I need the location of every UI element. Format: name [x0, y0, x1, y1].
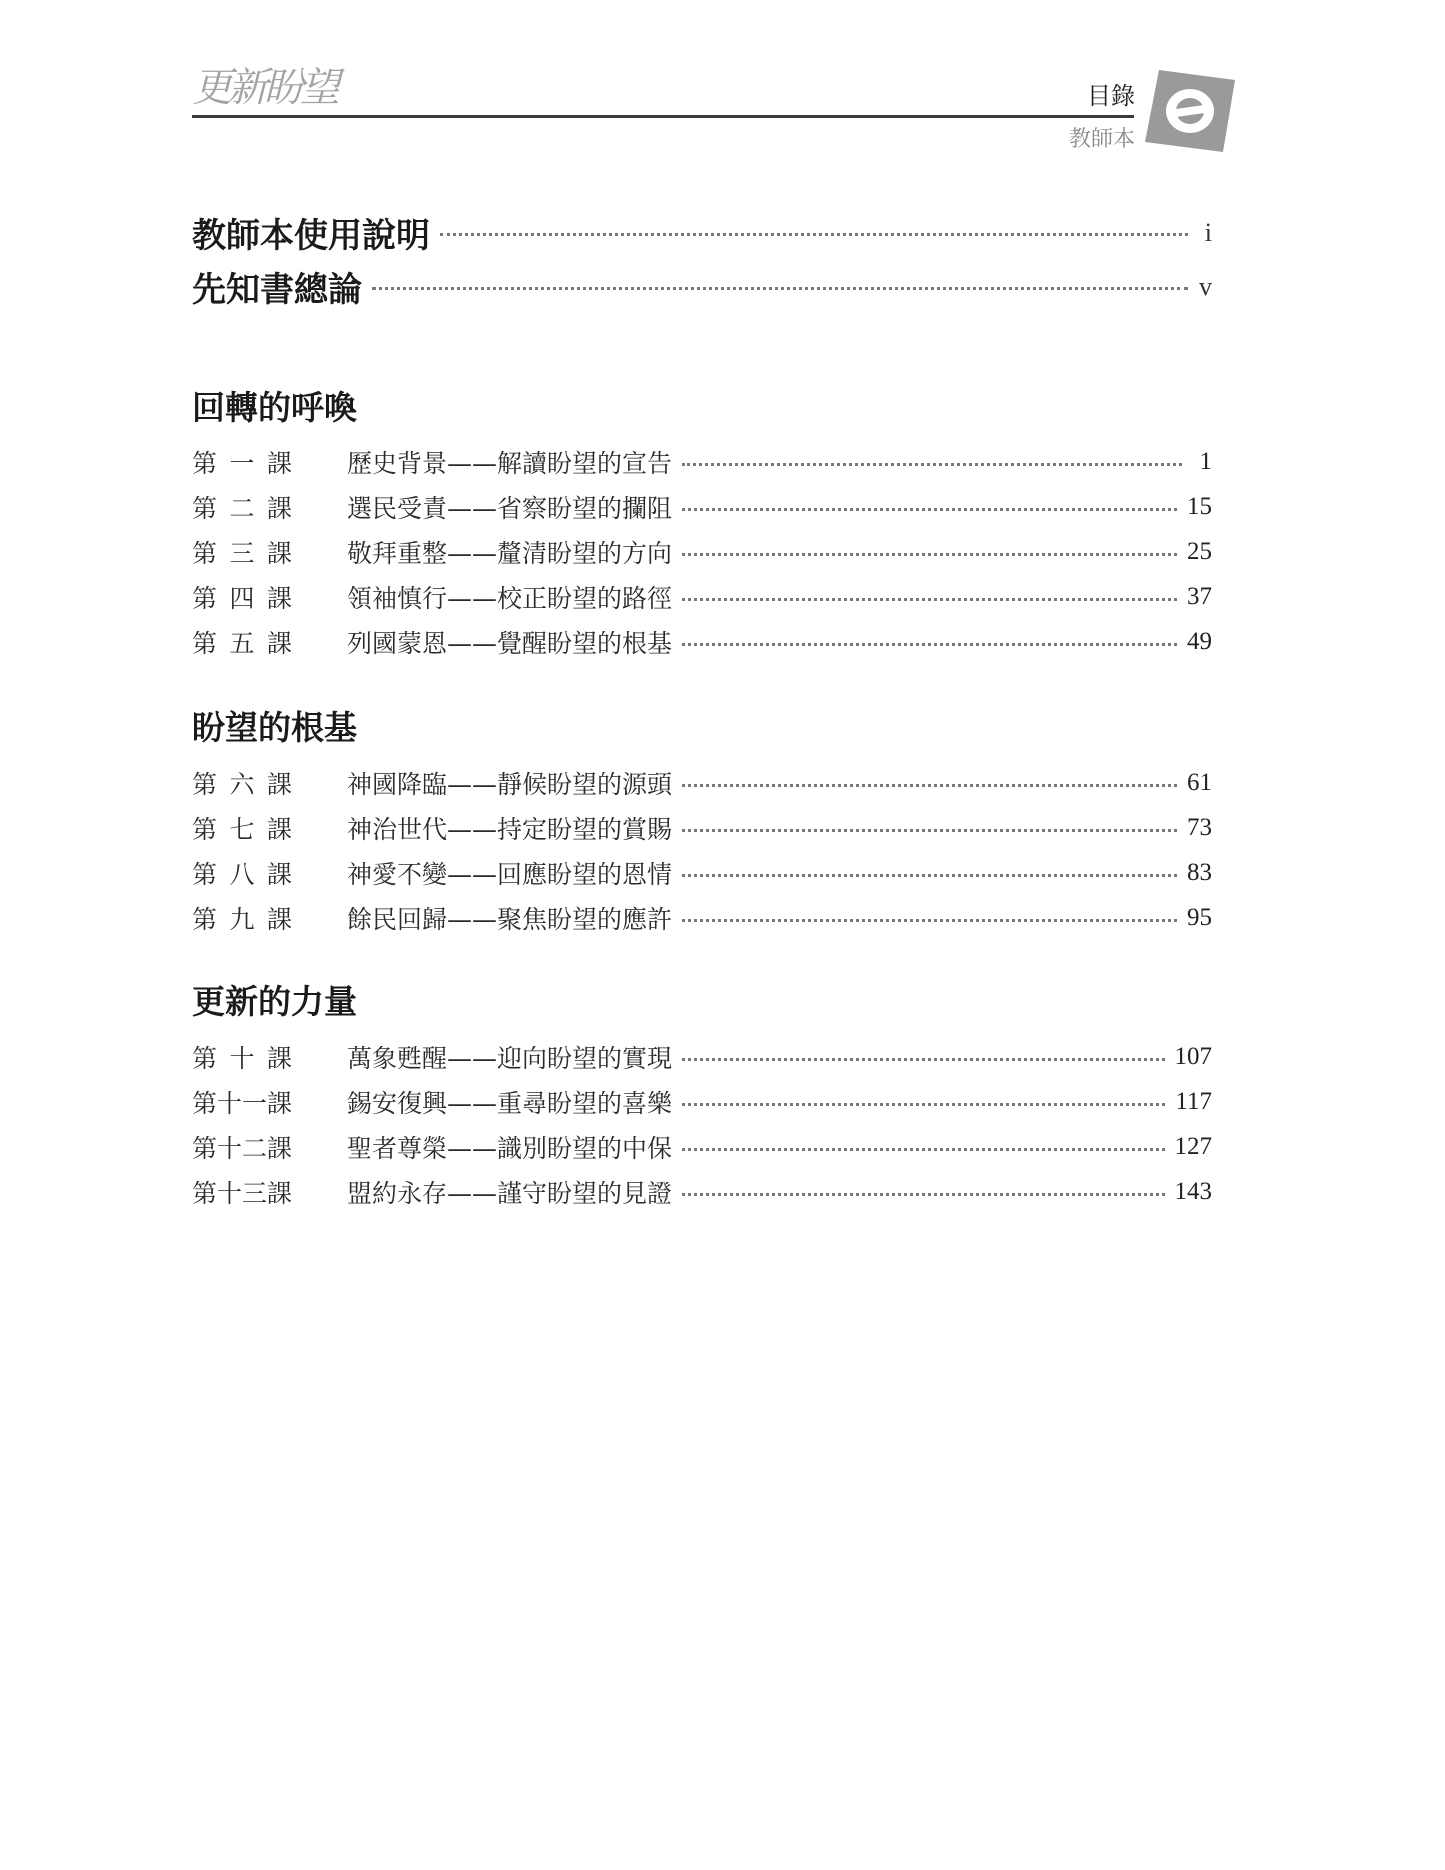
toc-lesson-row[interactable]	[192, 445, 1212, 479]
toc-page-number: 49	[1187, 628, 1212, 655]
part-title: 更新的力量	[192, 982, 357, 1021]
lesson-number: 第八課	[192, 860, 292, 889]
lesson-number: 第四課	[192, 584, 292, 613]
book-logo	[192, 56, 336, 113]
lesson-title: 餘民回歸——聚焦盼望的應許	[347, 905, 673, 934]
dot-leader	[440, 233, 1188, 236]
dot-leader	[682, 598, 1177, 601]
toc-lesson-row[interactable]	[192, 625, 1212, 659]
dot-leader	[372, 287, 1188, 290]
book-edition-label: 教師本	[1068, 127, 1135, 152]
toc-page-number: 25	[1187, 538, 1212, 565]
dot-leader	[682, 1148, 1164, 1151]
lesson-number: 第十一課	[192, 1089, 293, 1118]
lesson-title: 聖者尊榮——識別盼望的中保	[347, 1134, 673, 1163]
dot-leader	[682, 874, 1177, 877]
lesson-number: 第十二課	[192, 1134, 293, 1163]
dot-leader	[682, 1103, 1165, 1106]
lesson-title: 神愛不變——回應盼望的恩情	[347, 860, 673, 889]
toc-page-number: 117	[1175, 1088, 1212, 1115]
toc-front-title: 教師本使用說明	[192, 216, 430, 256]
dot-leader	[682, 508, 1177, 511]
toc-page-number: v	[1199, 271, 1212, 301]
lesson-number: 第十課	[192, 1044, 292, 1073]
lesson-number: 第七課	[192, 815, 292, 844]
lesson-title: 萬象甦醒——迎向盼望的實現	[347, 1044, 673, 1073]
toc-page-number: 127	[1174, 1133, 1212, 1160]
toc-lesson-row[interactable]	[192, 856, 1212, 890]
dot-leader	[682, 829, 1177, 832]
lesson-number: 第九課	[192, 905, 292, 934]
dot-leader	[682, 1058, 1164, 1061]
lesson-title: 神治世代——持定盼望的賞賜	[347, 815, 673, 844]
toc-page-number: 61	[1187, 769, 1212, 796]
dot-leader	[682, 784, 1177, 787]
dot-leader	[682, 643, 1177, 646]
emblem-icon	[1145, 70, 1235, 152]
lesson-title: 錫安復興——重尋盼望的喜樂	[347, 1089, 673, 1118]
toc-lesson-row[interactable]	[192, 535, 1212, 569]
dot-leader	[682, 463, 1182, 466]
toc-front-entry[interactable]	[192, 208, 1212, 257]
toc-lesson-row[interactable]	[192, 1130, 1212, 1164]
header-divider	[192, 115, 1134, 118]
lesson-title: 列國蒙恩——覺醒盼望的根基	[347, 629, 673, 658]
toc-page-number: 143	[1174, 1178, 1212, 1205]
lesson-title: 敬拜重整——釐清盼望的方向	[347, 539, 673, 568]
toc-page-number: 83	[1187, 859, 1212, 886]
lesson-number: 第三課	[192, 539, 292, 568]
toc-front-entry[interactable]	[192, 262, 1212, 311]
lesson-number: 第二課	[192, 494, 292, 523]
toc-lesson-row[interactable]	[192, 811, 1212, 845]
part-title: 回轉的呼喚	[192, 388, 357, 427]
part-title: 盼望的根基	[192, 708, 357, 747]
toc-lesson-row[interactable]	[192, 580, 1212, 614]
dot-leader	[682, 553, 1177, 556]
book-logo-text: 更新盼望	[192, 65, 336, 111]
toc-page-number: i	[1204, 217, 1212, 247]
dot-leader	[682, 1193, 1164, 1196]
toc-page-number: 15	[1187, 493, 1212, 520]
dot-leader	[682, 919, 1177, 922]
toc-page-number: 1	[1199, 448, 1212, 475]
toc-page-number: 73	[1187, 814, 1212, 841]
lesson-title: 歷史背景——解讀盼望的宣告	[347, 449, 673, 478]
lesson-title: 領袖慎行——校正盼望的路徑	[347, 584, 673, 613]
lesson-title: 神國降臨——靜候盼望的源頭	[347, 770, 673, 799]
lesson-number: 第十三課	[192, 1179, 293, 1208]
toc-page-number: 107	[1174, 1043, 1212, 1070]
toc-lesson-row[interactable]	[192, 490, 1212, 524]
lesson-number: 第一課	[192, 449, 292, 478]
toc-lesson-row[interactable]	[192, 901, 1212, 935]
toc-lesson-row[interactable]	[192, 766, 1212, 800]
lesson-title: 選民受責——省察盼望的攔阻	[347, 494, 673, 523]
toc-lesson-row[interactable]	[192, 1175, 1212, 1209]
lesson-title: 盟約永存——謹守盼望的見證	[347, 1179, 673, 1208]
toc-front-title: 先知書總論	[192, 270, 362, 310]
toc-page-number: 95	[1187, 904, 1212, 931]
section-title: 目錄	[1087, 82, 1135, 110]
toc-lesson-row[interactable]	[192, 1085, 1212, 1119]
toc-lesson-row[interactable]	[192, 1040, 1212, 1074]
lesson-number: 第五課	[192, 629, 292, 658]
lesson-number: 第六課	[192, 770, 292, 799]
toc-page-number: 37	[1187, 583, 1212, 610]
